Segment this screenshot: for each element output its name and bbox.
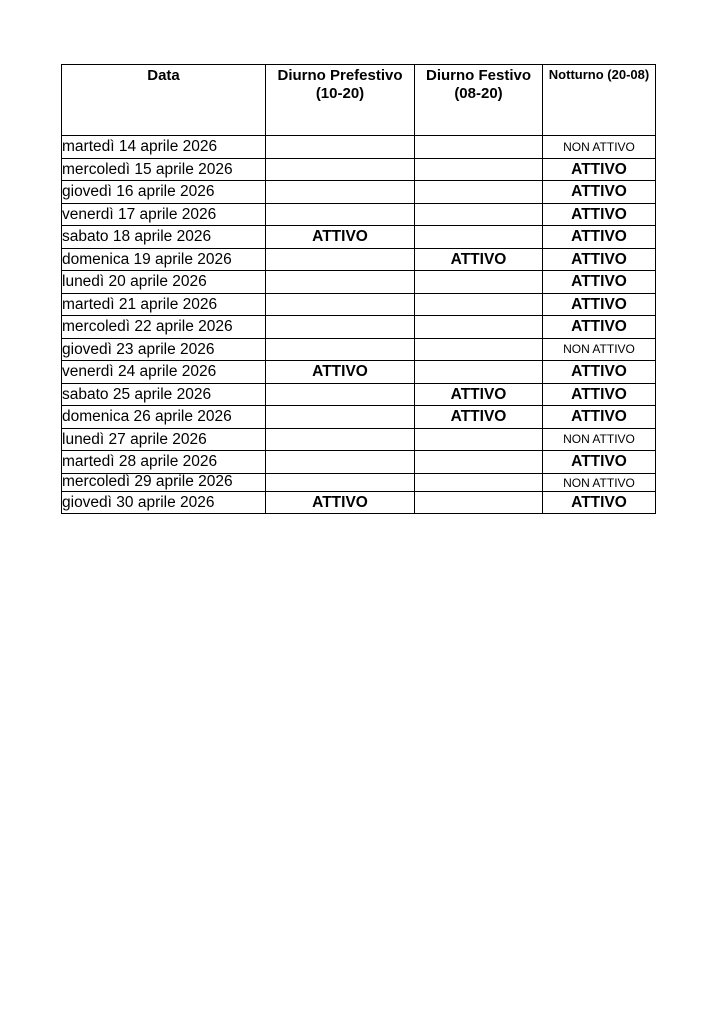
header-row <box>62 65 656 136</box>
notturno-cell: ATTIVO <box>543 203 656 226</box>
festivo-cell: ATTIVO <box>415 406 543 429</box>
prefestivo-cell <box>266 136 415 159</box>
prefestivo-cell <box>266 383 415 406</box>
table-row <box>62 473 656 491</box>
notturno-cell: ATTIVO <box>543 316 656 339</box>
table-row <box>62 428 656 451</box>
notturno-cell: ATTIVO <box>543 158 656 181</box>
festivo-cell <box>415 491 543 514</box>
notturno-cell: NON ATTIVO <box>543 338 656 361</box>
table-row <box>62 136 656 159</box>
festivo-cell <box>415 203 543 226</box>
festivo-cell <box>415 473 543 491</box>
festivo-cell <box>415 451 543 474</box>
festivo-cell <box>415 226 543 249</box>
prefestivo-cell: ATTIVO <box>266 491 415 514</box>
prefestivo-cell <box>266 181 415 204</box>
festivo-cell <box>415 361 543 384</box>
date-cell: domenica 19 aprile 2026 <box>62 248 266 271</box>
date-cell: martedì 28 aprile 2026 <box>62 451 266 474</box>
date-cell: martedì 21 aprile 2026 <box>62 293 266 316</box>
festivo-cell <box>415 136 543 159</box>
date-cell: giovedì 30 aprile 2026 <box>62 491 266 514</box>
notturno-cell: ATTIVO <box>543 451 656 474</box>
prefestivo-cell <box>266 406 415 429</box>
prefestivo-cell: ATTIVO <box>266 226 415 249</box>
notturno-cell: ATTIVO <box>543 293 656 316</box>
prefestivo-cell <box>266 248 415 271</box>
table-row <box>62 451 656 474</box>
header-date: Data <box>62 65 266 136</box>
prefestivo-cell <box>266 316 415 339</box>
notturno-cell: NON ATTIVO <box>543 428 656 451</box>
table-row <box>62 248 656 271</box>
header-notturno: Notturno (20-08) <box>543 65 656 136</box>
festivo-cell <box>415 158 543 181</box>
notturno-cell: ATTIVO <box>543 248 656 271</box>
table-row <box>62 226 656 249</box>
date-cell: lunedì 20 aprile 2026 <box>62 271 266 294</box>
date-cell: sabato 25 aprile 2026 <box>62 383 266 406</box>
date-cell: giovedì 23 aprile 2026 <box>62 338 266 361</box>
date-cell: domenica 26 aprile 2026 <box>62 406 266 429</box>
date-cell: sabato 18 aprile 2026 <box>62 226 266 249</box>
notturno-cell: ATTIVO <box>543 383 656 406</box>
prefestivo-cell <box>266 293 415 316</box>
festivo-cell <box>415 338 543 361</box>
date-cell: venerdì 24 aprile 2026 <box>62 361 266 384</box>
table-body <box>62 136 656 514</box>
table-header <box>62 65 656 136</box>
date-cell: giovedì 16 aprile 2026 <box>62 181 266 204</box>
festivo-cell: ATTIVO <box>415 383 543 406</box>
table-row <box>62 383 656 406</box>
festivo-cell <box>415 428 543 451</box>
date-cell: mercoledì 22 aprile 2026 <box>62 316 266 339</box>
date-cell: mercoledì 15 aprile 2026 <box>62 158 266 181</box>
prefestivo-cell <box>266 203 415 226</box>
festivo-cell <box>415 181 543 204</box>
notturno-cell: ATTIVO <box>543 361 656 384</box>
prefestivo-cell <box>266 451 415 474</box>
date-cell: mercoledì 29 aprile 2026 <box>62 473 266 491</box>
notturno-cell: NON ATTIVO <box>543 136 656 159</box>
table-row <box>62 491 656 514</box>
date-cell: martedì 14 aprile 2026 <box>62 136 266 159</box>
notturno-cell: ATTIVO <box>543 181 656 204</box>
date-cell: lunedì 27 aprile 2026 <box>62 428 266 451</box>
header-diurno-festivo: Diurno Festivo (08-20) <box>415 65 543 136</box>
table-row <box>62 406 656 429</box>
shift-schedule-table <box>61 64 656 514</box>
prefestivo-cell <box>266 428 415 451</box>
prefestivo-cell <box>266 473 415 491</box>
table-row <box>62 181 656 204</box>
table-row <box>62 338 656 361</box>
table-row <box>62 293 656 316</box>
notturno-cell: ATTIVO <box>543 271 656 294</box>
festivo-cell <box>415 316 543 339</box>
table-row <box>62 158 656 181</box>
table-row <box>62 203 656 226</box>
festivo-cell: ATTIVO <box>415 248 543 271</box>
prefestivo-cell: ATTIVO <box>266 361 415 384</box>
table-row <box>62 361 656 384</box>
date-cell: venerdì 17 aprile 2026 <box>62 203 266 226</box>
prefestivo-cell <box>266 158 415 181</box>
festivo-cell <box>415 271 543 294</box>
notturno-cell: NON ATTIVO <box>543 473 656 491</box>
festivo-cell <box>415 293 543 316</box>
header-diurno-prefestivo: Diurno Prefestivo (10-20) <box>266 65 415 136</box>
notturno-cell: ATTIVO <box>543 491 656 514</box>
notturno-cell: ATTIVO <box>543 406 656 429</box>
table-row <box>62 316 656 339</box>
table-row <box>62 271 656 294</box>
notturno-cell: ATTIVO <box>543 226 656 249</box>
prefestivo-cell <box>266 338 415 361</box>
prefestivo-cell <box>266 271 415 294</box>
